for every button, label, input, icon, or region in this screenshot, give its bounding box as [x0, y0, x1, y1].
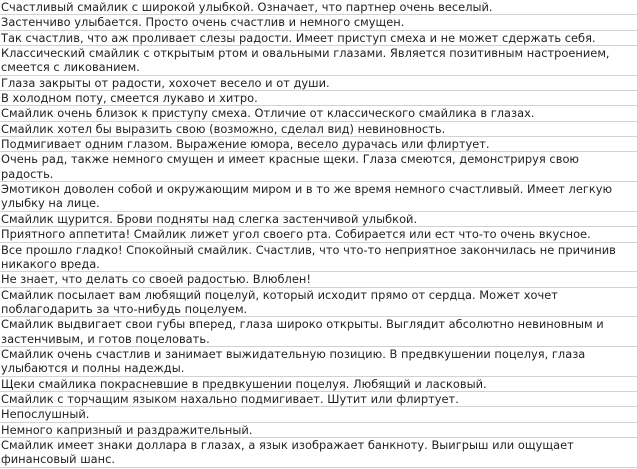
entry-row: [0, 152, 637, 182]
entry-line: поблагодарить за что-нибудь поцелуем.: [1, 301, 248, 316]
entry-line: Немного капризный и раздражительный.: [1, 422, 253, 437]
entry-line: В холодном поту, смеется лукаво и хитро.: [1, 91, 258, 106]
entry-line: финансовый шанс.: [1, 452, 116, 467]
entry-row: [0, 137, 637, 152]
entry-line: Приятного аппетита! Смайлик лижет угол своего рта. Собирается или ест что-то очень вкусное.: [1, 227, 591, 242]
entry-row: [0, 212, 637, 227]
entry-line: Щеки смайлика покрасневшие в предвкушении поцелуя. Любящий и ласковый.: [1, 376, 487, 391]
entry-line: Смайлик хотел бы выразить свою (возможно, сделал вид) невиновность.: [1, 121, 446, 136]
entry-row: [0, 31, 637, 46]
entry-row: [0, 377, 637, 392]
entry-row: [0, 347, 637, 377]
entry-line: Подмигивает одним глазом. Выражение юмора, весело дурачась или флиртует.: [1, 137, 490, 152]
entry-row: [0, 317, 637, 347]
entry-row: [0, 423, 637, 438]
entry-row: [0, 15, 637, 30]
entry-row: [0, 0, 637, 15]
entry-line: Классический смайлик с открытым ртом и овальными глазами. Является позитивным настроением,: [1, 46, 610, 61]
entry-row: [0, 392, 637, 407]
entry-row: [0, 227, 637, 242]
entry-line: Так счастлив, что аж проливает слезы радости. Имеет приступ смеха и не может сдержать себя.: [1, 30, 596, 45]
entry-row: [0, 272, 637, 287]
entry-line: застенчивым, и готов поцеловать.: [1, 331, 210, 346]
entry-line: Смайлик с торчащим языком нахально подмигивает. Шутит или флиртует.: [1, 391, 459, 406]
entry-line: Очень рад, также немного смущен и имеет красные щеки. Глаза смеются, демонстрируя свою: [1, 152, 580, 167]
entry-line: улыбаются и полны надежды.: [1, 361, 185, 376]
entry-line: Эмотикон доволен собой и окружающим миром и в то же время немного счастливый. Имеет легкую: [1, 182, 613, 197]
entry-row: [0, 407, 637, 422]
entry-row: [0, 76, 637, 91]
entry-row: [0, 122, 637, 137]
entry-line: Смайлик имеет знаки доллара в глазах, а язык изображает банкноту. Выигрыш или ощущает: [1, 437, 574, 452]
entry-row: [0, 46, 637, 76]
entry-row: [0, 438, 637, 468]
entry-line: улыбку на лице.: [1, 196, 100, 211]
entry-line: никакого вреда.: [1, 256, 100, 271]
entry-line: Не знает, что делать со своей радостью. Влюблен!: [1, 272, 311, 287]
entry-line: радость.: [1, 166, 54, 181]
entry-row: [0, 288, 637, 318]
entry-line: Застенчиво улыбается. Просто очень счастлив и немного смущен.: [1, 15, 405, 30]
entry-line: Все прошло гладко! Спокойный смайлик. Счастлив, что что-то неприятное закончилась не причинив: [1, 242, 616, 257]
entry-line: смеется с ликованием.: [1, 60, 140, 75]
entry-line: Глаза закрыты от радости, хохочет весело и от души.: [1, 75, 330, 90]
entry-line: Смайлик очень счастлив и занимает выжидательную позицию. В предвкушении поцелуя, глаза: [1, 346, 586, 361]
entry-line: Непослушный.: [1, 407, 90, 422]
entry-line: Смайлик выдвигает свои губы вперед, глаза широко открыты. Выглядит абсолютно невиновным и: [1, 317, 604, 332]
entry-row: [0, 243, 637, 273]
entry-line: Счастливый смайлик с широкой улыбкой. Означает, что партнер очень веселый.: [1, 0, 493, 14]
entry-line: Смайлик посылает вам любящий поцелуй, который исходит прямо от сердца. Может хочет: [1, 287, 558, 302]
entry-line: Смайлик очень близок к приступу смеха. Отличие от классического смайлика в глазах.: [1, 106, 535, 121]
entry-line: Смайлик щурится. Брови подняты над слегка застенчивой улыбкой.: [1, 211, 418, 226]
entry-row: [0, 106, 637, 121]
entry-row: [0, 91, 637, 106]
entry-row: [0, 182, 637, 212]
